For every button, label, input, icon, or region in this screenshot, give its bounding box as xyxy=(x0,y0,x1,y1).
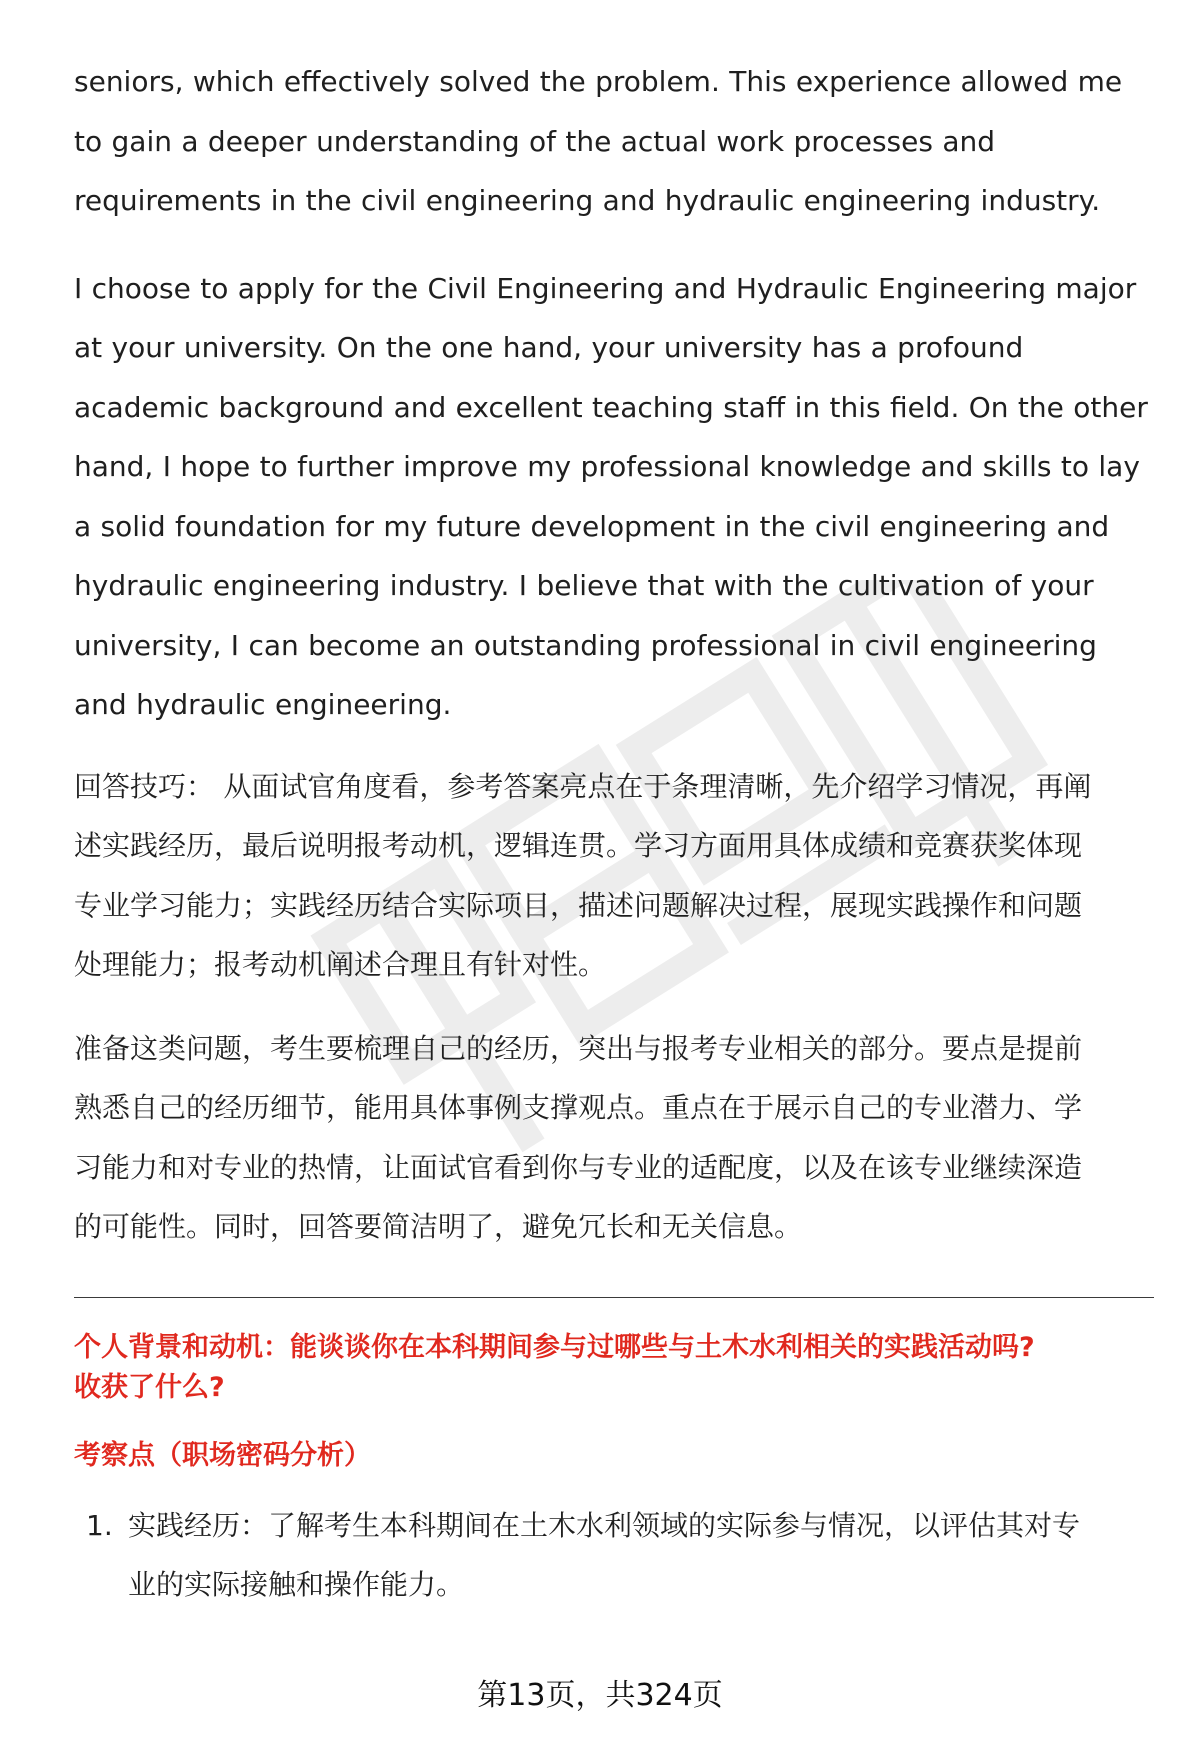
text-line: hydraulic engineering industry. I believe that with the cultivation of your xyxy=(74,569,1094,602)
text-line: 熟悉自己的经历细节，能用具体事例支撑观点。重点在于展示自己的专业潜力、学 xyxy=(74,1091,1083,1124)
question-heading xyxy=(74,1328,1154,1408)
text-line: university, I can become an outstanding professional in civil engineering xyxy=(74,628,1097,662)
paragraph-preparation xyxy=(74,1019,1154,1257)
text-line: 实践经历：了解考生本科期间在土木水利领域的实际参与情况，以评估其对专 xyxy=(128,1508,1081,1542)
text-line: 的可能性。同时，回答要简洁明了，避免冗长和无关信息。 xyxy=(74,1210,803,1243)
text-line: 准备这类问题，考生要梳理自己的经历，突出与报考专业相关的部分。要点是提前 xyxy=(74,1031,1083,1065)
paragraph-experience xyxy=(74,52,1154,231)
section-divider xyxy=(74,1297,1154,1298)
text-line: 回答技巧： 从面试官角度看，参考答案亮点在于条理清晰，先介绍学习情况，再阐 xyxy=(74,769,1092,803)
text-line: academic background and excellent teaching staff in this field. On the other xyxy=(74,390,1148,424)
text-line: 述实践经历，最后说明报考动机，逻辑连贯。学习方面用具体成绩和竞赛获奖体现 xyxy=(74,829,1083,862)
paragraph-answer-tips xyxy=(74,757,1154,995)
text-line: seniors, which effectively solved the problem. This experience allowed me xyxy=(74,65,1123,98)
list-item-number: 1. xyxy=(86,1508,113,1542)
page-content xyxy=(74,52,1154,1615)
text-line: 专业学习能力；实践经历结合实际项目，描述问题解决过程，展现实践操作和问题 xyxy=(74,888,1083,922)
page-number-footer: 第13页，共324页 xyxy=(477,1678,723,1713)
text-line: to gain a deeper understanding of the actual work processes and xyxy=(74,124,996,158)
text-line: requirements in the civil engineering and hydraulic engineering industry. xyxy=(74,184,1101,217)
text-line: 处理能力；报考动机阐述合理且有针对性。 xyxy=(74,948,607,981)
text-line: 业的实际接触和操作能力。 xyxy=(128,1568,465,1601)
question-line: 个人背景和动机：能谈谈你在本科期间参与过哪些与土木水利相关的实践活动吗? xyxy=(74,1331,1035,1363)
text-line: 习能力和对专业的热情，让面试官看到你与专业的适配度，以及在该专业继续深造 xyxy=(74,1150,1083,1184)
text-line: a solid foundation for my future development in the civil engineering and xyxy=(74,509,1110,543)
paragraph-motivation xyxy=(74,259,1154,735)
question-line: 收获了什么? xyxy=(74,1371,225,1403)
analysis-subheading: 考察点（职场密码分析） xyxy=(74,1439,371,1471)
text-line: and hydraulic engineering. xyxy=(74,688,452,721)
list-item xyxy=(74,1496,1154,1615)
text-line: I choose to apply for the Civil Engineering and Hydraulic Engineering major xyxy=(74,271,1137,305)
text-line: at your university. On the one hand, your university has a profound xyxy=(74,331,1024,364)
text-line: hand, I hope to further improve my professional knowledge and skills to lay xyxy=(74,450,1140,483)
